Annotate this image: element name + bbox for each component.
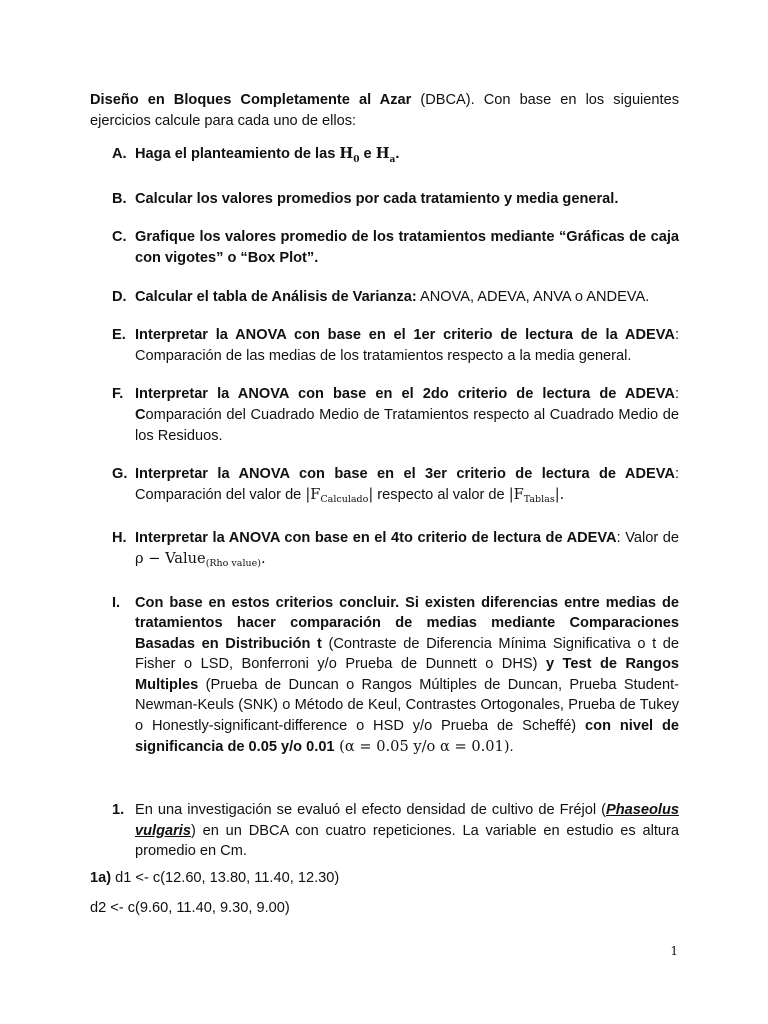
item-i-end: . xyxy=(509,738,514,755)
item-letter: A. xyxy=(112,146,127,163)
item-text xyxy=(135,144,679,171)
list-item-h xyxy=(90,528,679,574)
item-text xyxy=(135,593,679,758)
item-g-mid: respecto al valor de xyxy=(373,486,509,503)
document-page xyxy=(90,90,679,918)
list-item-e xyxy=(90,325,679,366)
list-item-b xyxy=(90,189,679,210)
rho-value-sub: (Rho value) xyxy=(205,557,261,569)
exercise-1 xyxy=(90,800,679,862)
instruction-list xyxy=(90,144,679,862)
item-h-bold: Interpretar la ANOVA con base en el 4to criterio de lectura de ADEVA xyxy=(135,530,617,547)
f-calculado-end: | xyxy=(368,485,374,503)
item-text xyxy=(135,528,679,574)
f-calculado: |F xyxy=(305,485,321,503)
exercise-text xyxy=(135,800,679,862)
item-text xyxy=(135,384,679,446)
item-a-text: Haga el planteamiento de las xyxy=(135,146,340,163)
item-i-bold1: Con base en estos criterios concluir. Si existen diferencias entre medias de tratamientos hacer comparación de medias mediante Comparaciones Basadas en Distribución t xyxy=(135,594,679,652)
list-item-g xyxy=(90,464,679,510)
exercise-number: 1. xyxy=(112,802,125,819)
exercise-text-a: En una investigación se evaluó el efecto densidad de cultivo de Fréjol ( xyxy=(135,802,606,819)
item-d-rest: ANOVA, ADEVA, ANVA o ANDEVA. xyxy=(416,288,650,305)
item-g-bold: Interpretar la ANOVA con base en el 3er criterio de lectura de ADEVA xyxy=(135,466,675,483)
item-text xyxy=(135,325,679,366)
item-i-bold3: con nivel de significancia de 0.05 y/o 0.01 xyxy=(135,718,680,755)
item-f-rest: omparación del Cuadrado Medio de Tratamientos respecto al Cuadrado Medio de los Residuos. xyxy=(135,406,679,444)
item-letter: C. xyxy=(112,229,127,246)
item-letter: G. xyxy=(112,466,128,483)
rho-value: ρ − Value xyxy=(135,549,206,567)
item-letter: D. xyxy=(112,288,127,305)
item-letter: F. xyxy=(112,386,124,403)
item-e-bold: Interpretar la ANOVA con base en el 1er criterio de lectura de la ADEVA xyxy=(135,327,675,344)
item-f-colon: : xyxy=(674,386,679,403)
f-tablas-sub: Tablas xyxy=(523,493,555,505)
hypothesis-h0: H xyxy=(339,145,354,163)
page-number: 1 xyxy=(670,944,678,958)
item-f-bold-c: C xyxy=(135,406,146,423)
item-text xyxy=(135,287,679,308)
exercise-text-b: ) en un DBCA con cuatro repeticiones. La variable en estudio es altura promedio en Cm. xyxy=(135,822,679,860)
item-h-end: . xyxy=(260,549,266,567)
item-i-bold2: y Test de Rangos Multiples xyxy=(135,656,679,693)
item-text: Calcular los valores promedios por cada tratamiento y media general. xyxy=(135,190,619,207)
item-a-end: . xyxy=(395,146,400,163)
intro-title: Diseño en Bloques Completamente al Azar xyxy=(90,92,412,108)
f-tablas: |F xyxy=(508,485,524,503)
item-d-bold: Calcular el tabla de Análisis de Varianza: xyxy=(135,288,417,305)
item-letter: E. xyxy=(112,327,126,344)
list-item-i xyxy=(90,593,679,758)
list-item-c xyxy=(90,227,679,268)
list-item-f xyxy=(90,384,679,446)
intro-text: (DBCA). Con base en los siguientes ejercicios calcule para cada uno de ellos: xyxy=(90,92,679,129)
item-letter: B. xyxy=(112,190,127,207)
item-i-text1: (Contraste de Diferencia Mínima Significativa o t de Fisher o LSD, Bonferroni y/o Prueba de Dunnett o DHS) xyxy=(135,635,679,673)
item-g-rest: : Comparación del valor de xyxy=(135,466,679,503)
item-text xyxy=(135,464,679,510)
list-item-d xyxy=(90,287,679,308)
f-tablas-end: |. xyxy=(554,485,565,503)
hypothesis-ha: H xyxy=(375,145,390,163)
code-line1-text: d1 <- c(12.60, 13.80, 11.40, 12.30) xyxy=(111,870,340,887)
item-e-rest: : Comparación de las medias de los tratamientos respecto a la media general. xyxy=(135,327,679,364)
item-i-text2: (Prueba de Duncan o Rangos Múltiples de Duncan, Prueba Student-Newman-Keuls (SNK) o Método de Keul, Contrastes Ortogonales, Prueba de Tukey o Honestly-significant-difference o HSD y/o Prueba de Scheffé) xyxy=(135,676,679,735)
item-a-mid: e xyxy=(359,146,376,163)
list-item-a xyxy=(90,144,679,171)
hypothesis-h0-sub: 0 xyxy=(353,155,360,166)
item-h-rest: : Valor de xyxy=(616,530,679,547)
code-line-1 xyxy=(90,868,679,889)
intro-paragraph xyxy=(90,90,679,131)
hypothesis-ha-sub: a xyxy=(389,155,396,166)
alpha-values: (α = 0.05 y/o α = 0.01) xyxy=(334,737,510,755)
item-f-bold: Interpretar la ANOVA con base en el 2do criterio de lectura de ADEVA xyxy=(135,386,675,403)
item-text: Grafique los valores promedio de los tratamientos mediante “Gráficas de caja con vigotes” o “Box Plot”. xyxy=(135,229,679,266)
item-letter: I. xyxy=(112,594,121,611)
code-label: 1a) xyxy=(90,870,112,887)
species-name: Phaseolus vulgaris xyxy=(135,802,679,839)
f-calculado-sub: Calculado xyxy=(320,493,369,505)
code-line-2: d2 <- c(9.60, 11.40, 9.30, 9.00) xyxy=(90,899,290,916)
item-letter: H. xyxy=(112,530,127,547)
